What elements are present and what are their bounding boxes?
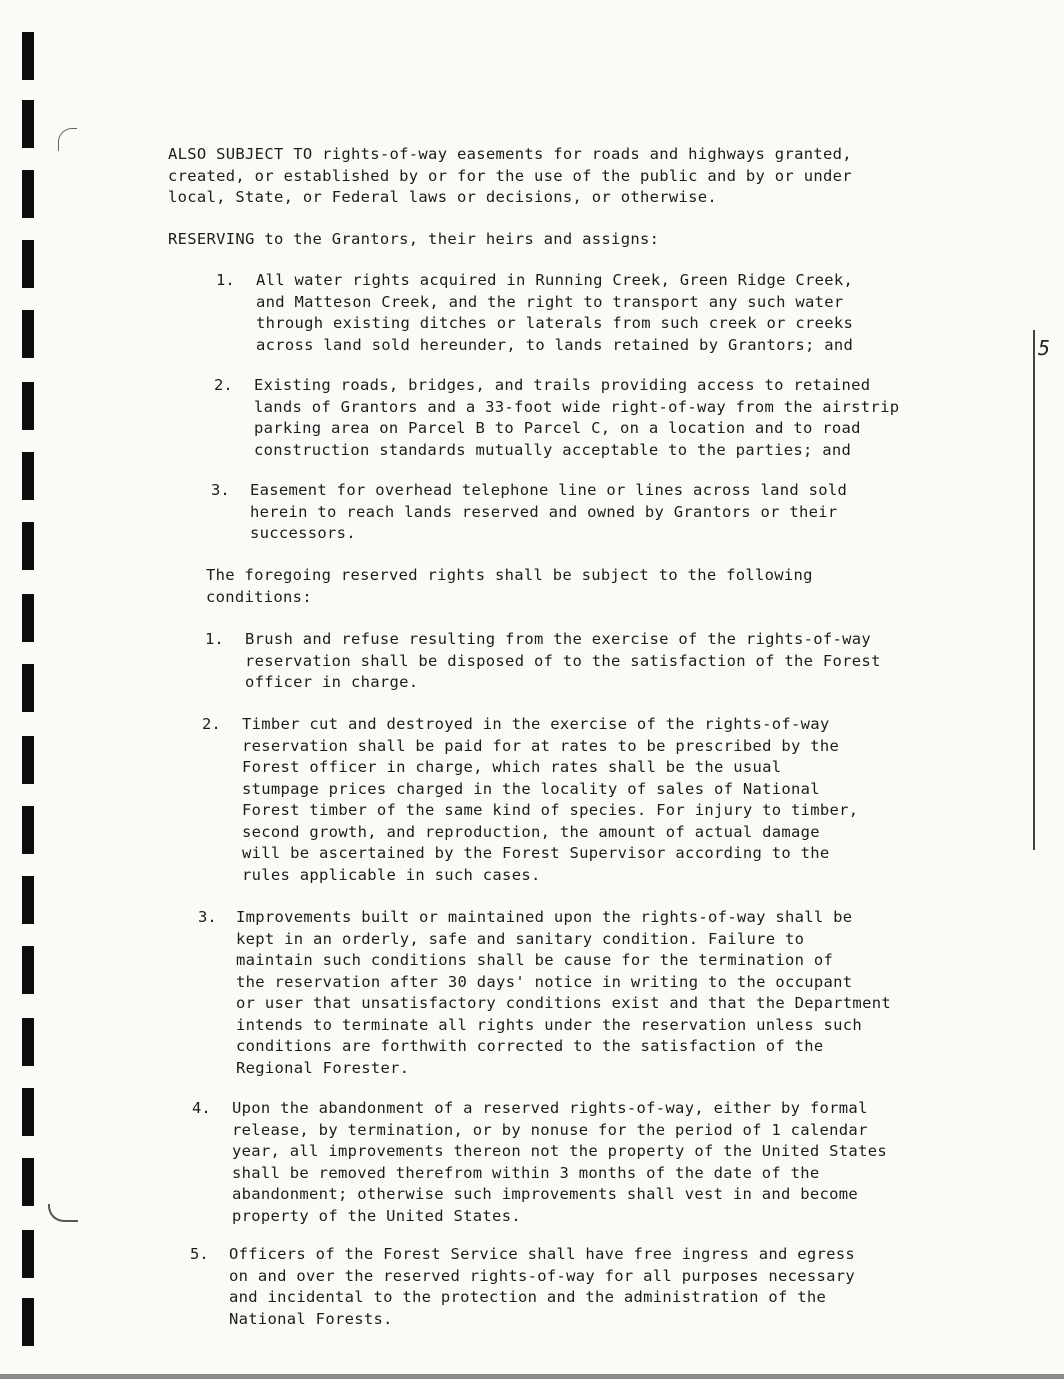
- condition-text: Upon the abandonment of a reserved rights-of-way, either by formal release, by termination, or by nonuse for the period of 1 calendar year, all improvements thereon not the property of the United States shall be removed therefrom within 3 months of the date of the abandonment; otherwise such improvements shall vest in and become property of the United States.: [232, 1099, 887, 1225]
- reservation-number: 2.: [214, 376, 233, 394]
- reservation-text: Easement for overhead telephone line or lines across land sold herein to reach lands reserved and owned by Grantors or their successors.: [250, 481, 848, 542]
- punch-mark: [22, 1088, 34, 1136]
- punch-mark: [22, 32, 34, 80]
- reservation-text: All water rights acquired in Running Creek, Green Ridge Creek, and Matteson Creek, and the right to transport any such water through existing ditches or laterals from such creek or creeks across land sold hereunder, to lands retained by Grantors; and: [256, 271, 854, 354]
- punch-mark: [22, 664, 34, 712]
- reserving-heading: RESERVING to the Grantors, their heirs and assigns:: [168, 230, 660, 248]
- condition-number: 2.: [202, 715, 221, 733]
- condition-text: Officers of the Forest Service shall have free ingress and egress on and over the reserved rights-of-way for all purposes necessary and incidental to the protection and the administration of the National Forests.: [229, 1245, 856, 1328]
- punch-mark: [22, 736, 34, 784]
- punch-mark: [22, 1298, 34, 1346]
- punch-mark: [22, 594, 34, 642]
- reservation-number: 1.: [216, 271, 235, 289]
- punch-mark: [22, 1018, 34, 1066]
- punch-mark: [22, 382, 34, 430]
- margin-rule: [1033, 330, 1035, 850]
- punch-mark: [22, 522, 34, 570]
- margin-page-number: 5: [1038, 336, 1051, 360]
- conditions-intro: The foregoing reserved rights shall be subject to the following conditions:: [206, 566, 813, 606]
- reservation-number: 3.: [211, 481, 230, 499]
- condition-text: Brush and refuse resulting from the exercise of the rights-of-way reservation shall be disposed of to the satisfaction of the Forest officer in charge.: [245, 630, 881, 691]
- condition-number: 5.: [190, 1245, 209, 1263]
- scan-curl-mark: [48, 1204, 78, 1222]
- condition-number: 3.: [198, 908, 217, 926]
- punch-mark: [22, 310, 34, 358]
- condition-number: 4.: [192, 1099, 211, 1117]
- scan-curl-mark: [58, 128, 77, 151]
- condition-text: Improvements built or maintained upon the rights-of-way shall be kept in an orderly, safe and sanitary condition. Failure to maintain such conditions shall be cause for the termination of the reservation after 30 days' notice in writing to the occupant or user that unsatisfactory conditions exist and that the Department intends to terminate all rights under the reservation unless such conditions are forthwith corrected to the satisfaction of the Regional Forester.: [236, 908, 891, 1077]
- punch-mark: [22, 876, 34, 924]
- punch-mark: [22, 452, 34, 500]
- punch-mark: [22, 240, 34, 288]
- reservation-text: Existing roads, bridges, and trails providing access to retained lands of Grantors and a 33-foot wide right-of-way from the airstrip parking area on Parcel B to Parcel C, on a location and to road construction standards mutually acceptable to the parties; and: [254, 376, 900, 459]
- punch-mark: [22, 946, 34, 994]
- punch-mark: [22, 1230, 34, 1278]
- punch-mark: [22, 170, 34, 218]
- condition-number: 1.: [205, 630, 224, 648]
- punch-mark: [22, 100, 34, 148]
- punch-mark: [22, 806, 34, 854]
- also-subject-paragraph: ALSO SUBJECT TO rights-of-way easements for roads and highways granted, created, or established by or for the use of the public and by or under local, State, or Federal laws or decisions, or otherwise.: [168, 145, 852, 206]
- condition-text: Timber cut and destroyed in the exercise of the rights-of-way reservation shall be paid for at rates to be prescribed by the Forest officer in charge, which rates shall be the usual stumpage prices charged in the locality of sales of National Forest timber of the same kind of species. For injury to timber, second growth, and reproduction, the amount of actual damage will be ascertained by the Forest Supervisor according to the rules applicable in such cases.: [242, 715, 859, 884]
- punch-mark: [22, 1158, 34, 1206]
- page-bottom-edge: [0, 1374, 1064, 1379]
